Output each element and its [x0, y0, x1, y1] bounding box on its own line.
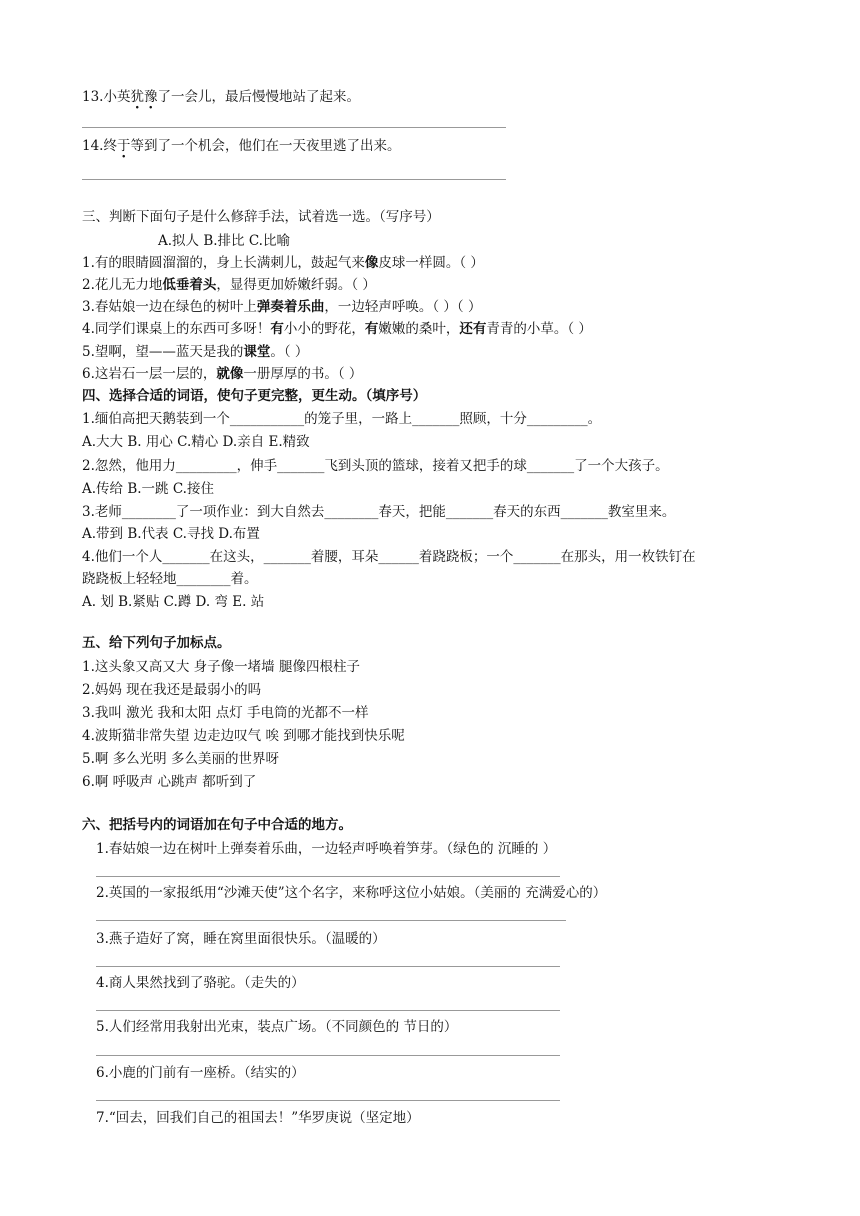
section-4-q2: 2.忽然，他用力_________，伸手_______飞到头顶的篮球，接着又把手的球_______了一个大孩子。	[82, 458, 669, 474]
emphasis-dot-char: 豫	[143, 89, 158, 105]
section-5-item: 2.妈妈 现在我还是最弱小的吗	[82, 682, 262, 698]
section-4-q3: 3.老师________了一项作业：到大自然去________春天，把能_______春天的东西_______教室里来。	[82, 504, 676, 520]
answer-line	[96, 1100, 560, 1101]
section-4-q4-options: A. 划 B.紧贴 C.蹲 D. 弯 E. 站	[82, 594, 265, 610]
section-5-item: 3.我叫 激光 我和太阳 点灯 手电筒的光都不一样	[82, 705, 369, 721]
section-3-item-6: 6.这岩石一层一层的，就像一册厚厚的书。（ ）	[82, 366, 363, 382]
answer-line	[82, 179, 506, 180]
section-3-options: A.拟人 B.排比 C.比喻	[158, 233, 290, 249]
section-5-item: 6.啊 呼吸声 心跳声 都听到了	[82, 774, 257, 790]
answer-line	[96, 876, 560, 877]
section-6-item: 1.春姑娘一边在树叶上弹奏着乐曲，一边轻声呼唤着笋芽。（绿色的 沉睡的 ）	[96, 841, 557, 857]
section-3-item-2: 2.花儿无力地低垂着头，显得更加娇嫩纤弱。（ ）	[82, 277, 376, 293]
section-5-item: 1.这头象又高又大 身子像一堵墙 腿像四根柱子	[82, 659, 360, 675]
section-6-item: 5.人们经常用我射出光束，装点广场。（不同颜色的 节日的）	[96, 1019, 458, 1035]
question-14: 14.终于等到了一个机会，他们在一天夜里逃了出来。	[82, 138, 401, 154]
section-3-title: 三、判断下面句子是什么修辞手法，试着选一选。（写序号）	[82, 209, 440, 225]
section-3-item-1: 1.有的眼睛圆溜溜的，身上长满刺儿，鼓起气来像皮球一样圆。（ ）	[82, 255, 484, 271]
answer-line	[96, 1010, 560, 1011]
section-6-item: 6.小鹿的门前有一座桥。（结实的）	[96, 1065, 305, 1081]
answer-line	[96, 920, 566, 921]
section-3-item-5: 5.望啊，望——蓝天是我的课堂。（ ）	[82, 344, 309, 360]
question-13: 13.小英犹豫了一会儿，最后慢慢地站了起来。	[82, 89, 360, 105]
section-4-q1-options: A.大大 B. 用心 C.精心 D.亲自 E.精致	[82, 434, 310, 450]
section-4-title: 四、选择合适的词语，使句子更完整，更生动。（填序号）	[82, 388, 427, 404]
section-4-q4-line2: 跷跷板上轻轻地________着。	[82, 571, 258, 587]
answer-line	[82, 127, 506, 128]
emphasis-dot-char: 于	[116, 138, 131, 154]
answer-line	[96, 1055, 560, 1056]
section-6-item: 3.燕子造好了窝，睡在窝里面很快乐。（温暖的）	[96, 931, 386, 947]
section-4-q1: 1.缅伯高把天鹅装到一个___________的笼子里，一路上_______照顾，十分_________。	[82, 411, 602, 427]
section-5-item: 4.波斯猫非常失望 边走边叹气 唉 到哪才能找到快乐呢	[82, 728, 405, 744]
section-4-q3-options: A.带到 B.代表 C.寻找 D.布置	[82, 526, 260, 542]
section-6-item: 4.商人果然找到了骆驼。（走失的）	[96, 975, 305, 991]
section-6-item: 7.“回去，回我们自己的祖国去！”华罗庚说（坚定地）	[96, 1110, 420, 1126]
section-5-title: 五、给下列句子加标点。	[82, 635, 231, 651]
section-5-item: 5.啊 多么光明 多么美丽的世界呀	[82, 751, 279, 767]
section-3-item-3: 3.春姑娘一边在绿色的树叶上弹奏着乐曲，一边轻声呼唤。（ ）（ ）	[82, 299, 482, 315]
section-4-q4-line1: 4.他们一个人_______在这头，_______着腰，耳朵______着跷跷板；一个_______在那头，用一枚铁钉在	[82, 549, 696, 565]
section-6-title: 六、把括号内的词语加在句子中合适的地方。	[82, 817, 352, 833]
answer-line	[96, 966, 560, 967]
section-3-item-4: 4.同学们课桌上的东西可多呀！有小小的野花，有嫩嫩的桑叶，还有青青的小草。（ ）	[82, 321, 592, 337]
section-4-q2-options: A.传给 B.一跳 C.接住	[82, 481, 214, 497]
section-6-item: 2.英国的一家报纸用“沙滩天使”这个名字，来称呼这位小姑娘。（美丽的 充满爱心的）	[96, 885, 607, 901]
emphasis-dot-char: 犹	[130, 89, 144, 105]
